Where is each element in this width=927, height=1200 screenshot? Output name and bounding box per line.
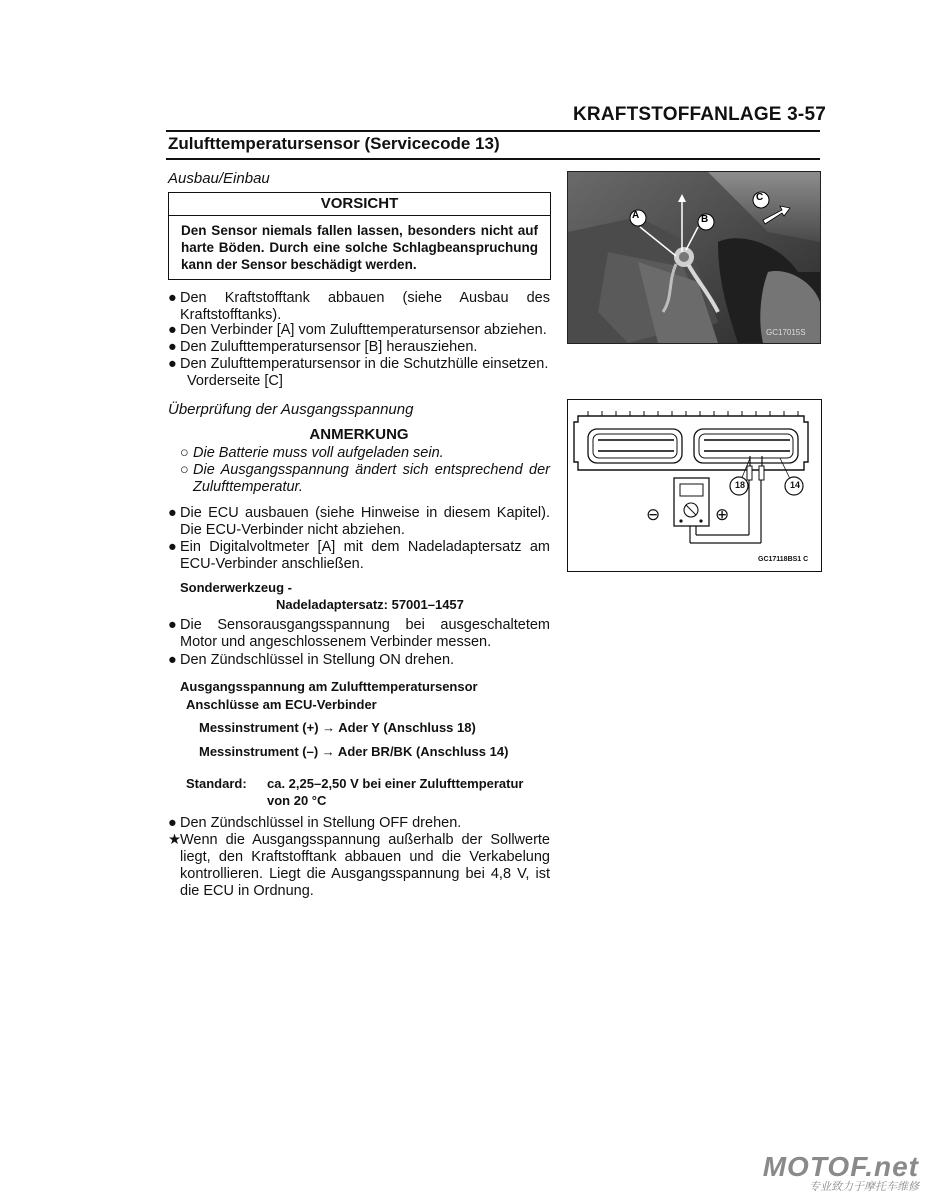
special-tool-label: Sonderwerkzeug - [180,580,292,595]
note-item [180,445,550,462]
minus-symbol: ⊖ [646,505,661,524]
bullet-marker: ● [168,290,177,306]
photo-code: GC17015S [766,328,806,337]
note-marker: ○ [180,445,189,461]
spec-subtitle: Anschlüsse am ECU-Verbinder [186,697,377,712]
bullet-marker: ● [168,356,177,372]
diagram-code: GC17118BS1 C [758,556,809,563]
list-item-text: Die Sensorausgangsspannung bei ausgeschaltetem Motor und angeschlossenem Verbinder messen. [180,617,550,650]
photo-label-c: C [756,192,764,203]
ecu-connector-diagram [567,399,822,572]
list-item-text: Den Verbinder [A] vom Zulufttemperatursensor abziehen. [180,322,547,338]
bullet-marker: ● [168,652,177,668]
header-rule [166,130,820,132]
bullet-marker: ● [168,815,177,831]
pin-14-label: 14 [789,480,800,490]
page-header-title: KRAFTSTOFFANLAGE 3-57 [573,104,826,125]
list-item [168,539,550,573]
bullet-marker: ● [168,617,177,633]
list-item-text: Den Zulufttemperatursensor in die Schutzhülle einsetzen. [180,356,549,372]
bullet-marker: ● [168,505,177,521]
note-text: Die Ausgangsspannung ändert sich entsprechend der Zulufttemperatur. [193,462,550,495]
photo-label-a: A [632,210,640,221]
section-title: Zulufttemperatursensor (Servicecode 13) [168,134,500,153]
list-item [168,322,550,339]
standard-value-line2: von 20 °C [267,793,327,808]
section-rule [166,158,820,160]
list-item-text: Den Kraftstofftank abbauen (siehe Ausbau des Kraftstofftanks). [180,290,550,323]
list-item [168,290,550,324]
star-marker: ★ [168,832,181,848]
removal-heading: Ausbau/Einbau [168,170,270,187]
pin-18-label: 18 [734,480,745,490]
sensor-photo-drawing [568,172,820,343]
list-item [168,356,550,373]
list-item-text: Den Zündschlüssel in Stellung OFF drehen. [180,815,462,831]
list-item [168,617,550,651]
spec-minus-line: Messinstrument (–) → Ader BR/BK (Anschluss 14) [199,744,509,759]
watermark-brand: MOTOF.net [762,1151,919,1182]
ecu-connector-drawing [568,400,821,571]
caution-box [168,192,551,280]
caution-text: Den Sensor niemals fallen lassen, besonders nicht auf harte Böden. Durch eine solche Schlagbeanspruchung kann der Sensor beschädigt werden. [181,223,538,272]
note-item [180,462,550,496]
list-item [168,832,550,900]
watermark [763,1153,919,1194]
plus-symbol: ⊕ [715,505,730,524]
special-tool-value: Nadeladaptersatz: 57001–1457 [276,597,464,612]
list-item [168,652,550,669]
front-side-label: Vorderseite [C] [187,373,283,389]
sensor-photo [567,171,821,344]
check-heading: Überprüfung der Ausgangsspannung [168,401,414,418]
note-marker: ○ [180,462,189,478]
bullet-marker: ● [168,339,177,355]
note-text: Die Batterie muss voll aufgeladen sein. [193,445,444,461]
spec-plus-line: Messinstrument (+) → Ader Y (Anschluss 18) [199,720,476,735]
list-item-text: Wenn die Ausgangsspannung außerhalb der Sollwerte liegt, den Kraftstofftank abbauen und die Verkabelung kontrollieren. Liegt die Ausgangsspannung bei 4,8 V, ist die ECU in Ordnung. [180,832,550,899]
list-item-text: Den Zulufttemperatursensor [B] herausziehen. [180,339,478,355]
list-item [168,339,550,356]
list-item [168,815,550,832]
standard-label: Standard: [186,776,247,791]
bullet-marker: ● [168,539,177,555]
note-title: ANMERKUNG [309,426,409,443]
caution-title: VORSICHT [169,193,550,216]
standard-value-line1: ca. 2,25–2,50 V bei einer Zulufttemperatur [267,776,524,791]
bullet-marker: ● [168,322,177,338]
watermark-tagline: 专业致力于摩托车维修 [809,1181,919,1193]
list-item-text: Ein Digitalvoltmeter [A] mit dem Nadeladaptersatz am ECU-Verbinder anschließen. [180,539,550,572]
spec-title: Ausgangsspannung am Zulufttemperatursensor [180,679,478,694]
photo-label-b: B [701,214,709,225]
list-item-text: Den Zündschlüssel in Stellung ON drehen. [180,652,455,668]
list-item [168,505,550,539]
list-item-text: Die ECU ausbauen (siehe Hinweise in diesem Kapitel). Die ECU-Verbinder nicht abziehen. [180,505,550,538]
